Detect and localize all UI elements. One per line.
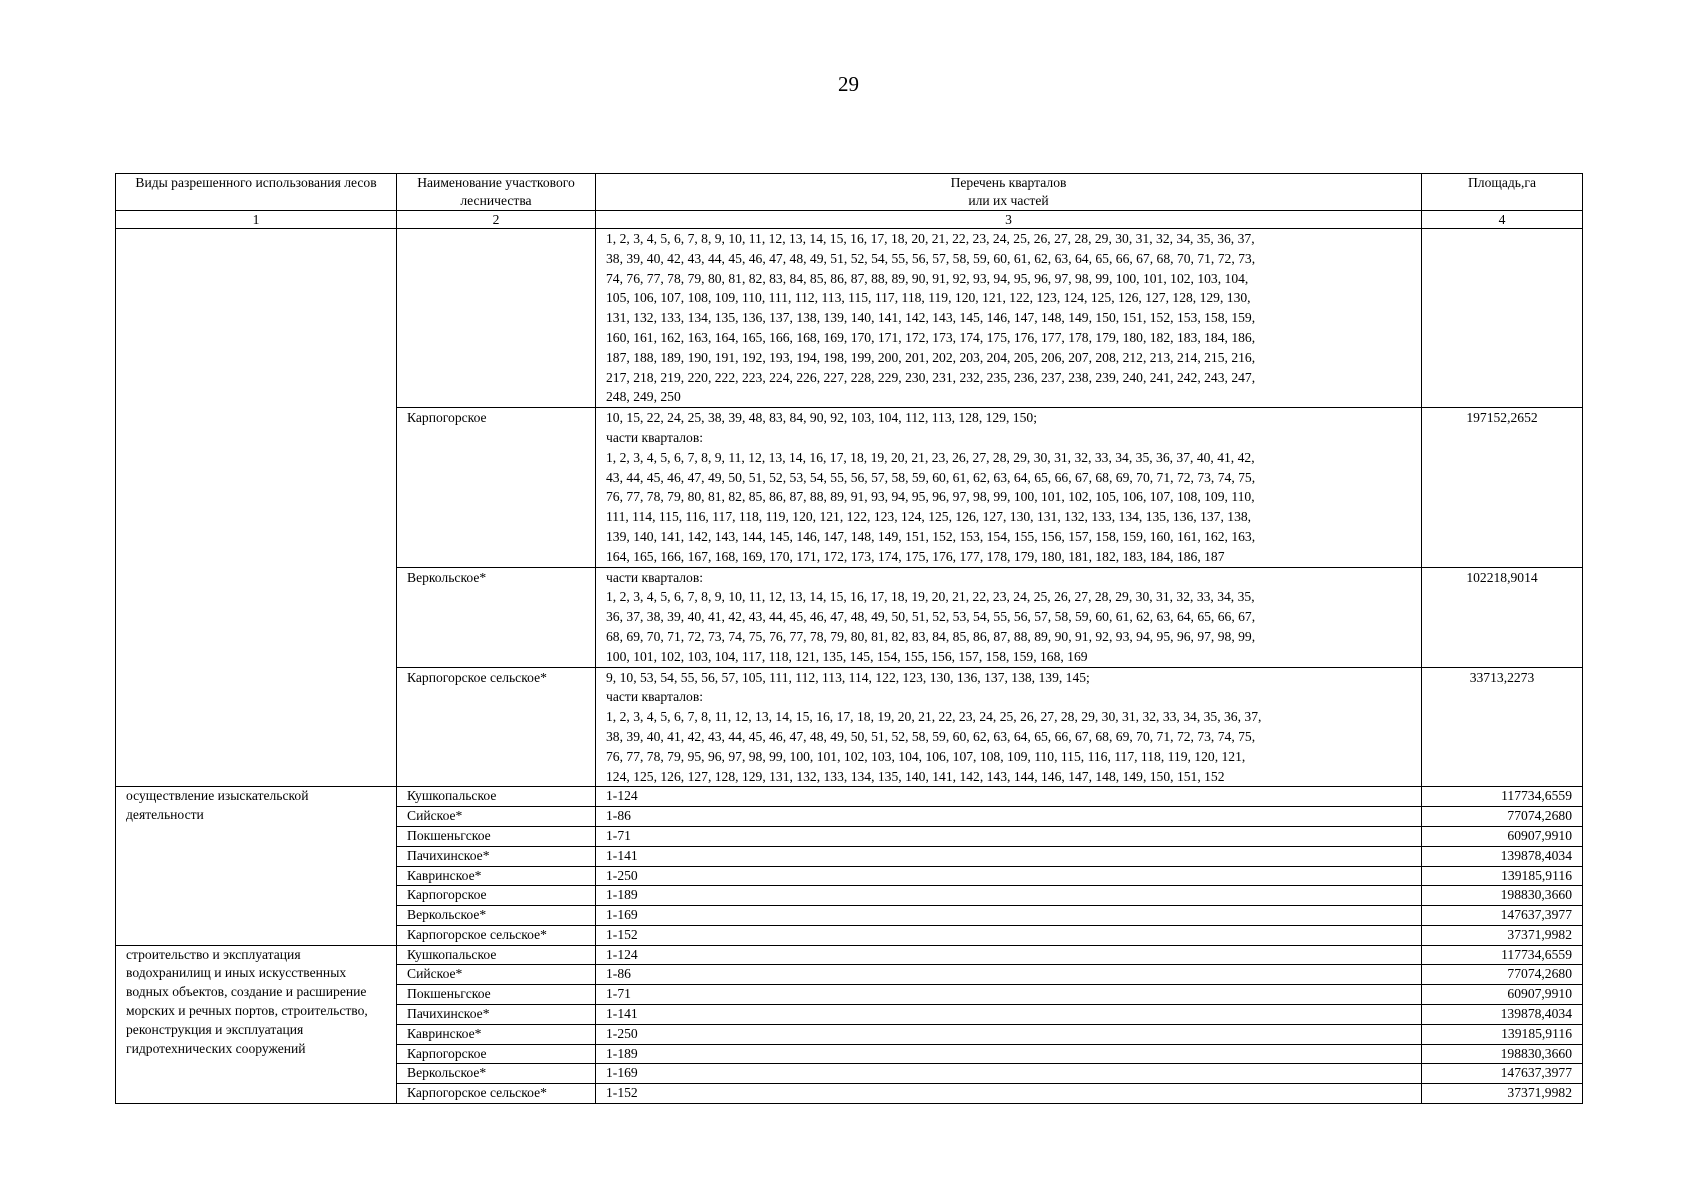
quarters-range: 1-250 — [596, 1024, 1422, 1044]
quarters-list: части кварталов: 1, 2, 3, 4, 5, 6, 7, 8, 9, 10, 11, 12, 13, 14, 15, 16, 17, 18, 19, 20, 21, 22, 23, 24, 25, 26, 27, 28, 29, 30, 31, 32, 33, 34, 35, 36, 37, 38, 39, 40, 41, 42, 43, 44, 45, 46, 47, 48, 49, 50, 51, 52, 53, 54, 55, 56, 57, 58, 59, 60, 61, 62, 63, 64, 65, 66, 67, 68, 69, 70, 71, 72, 73, 74, 75, 76, 77, 78, 79, 80, 81, 82, 83, 84, 85, 86, 87, 88, 89, 90, 91, 92, 93, 94, 95, 96, 97, 98, 99, 100, 101, 102, 103, 104, 117, 118, 121, 135, 145, 154, 155, 156, 157, 158, 159, 168, 169 — [596, 567, 1422, 667]
quarters-range: 1-124 — [596, 787, 1422, 807]
forestry-name: Карпогорское сельское* — [397, 667, 596, 787]
quarters-range: 1-250 — [596, 866, 1422, 886]
area-value: 198830,3660 — [1422, 1044, 1583, 1064]
forestry-name: Веркольское* — [397, 906, 596, 926]
quarters-range: 1-124 — [596, 945, 1422, 965]
header-forestry-name: Наименование участкового лесничества — [397, 174, 596, 211]
area-value: 117734,6559 — [1422, 787, 1583, 807]
area-value: 60907,9910 — [1422, 826, 1583, 846]
use-type-survey: осуществление изыскательской деятельности — [116, 787, 397, 945]
table-header-row — [116, 174, 1583, 211]
quarters-range: 1-71 — [596, 826, 1422, 846]
quarters-range: 1-141 — [596, 846, 1422, 866]
table-row — [116, 229, 1583, 408]
area-value: 147637,3977 — [1422, 906, 1583, 926]
quarters-list: 1, 2, 3, 4, 5, 6, 7, 8, 9, 10, 11, 12, 13, 14, 15, 16, 17, 18, 20, 21, 22, 23, 24, 25, 26, 27, 28, 29, 30, 31, 32, 34, 35, 36, 37, 38, 39, 40, 42, 43, 44, 45, 46, 47, 48, 49, 51, 52, 54, 55, 56, 57, 58, 59, 60, 61, 62, 63, 64, 65, 66, 67, 68, 70, 71, 72, 73, 74, 76, 77, 78, 79, 80, 81, 82, 83, 84, 85, 86, 87, 88, 89, 90, 91, 92, 93, 94, 95, 96, 97, 98, 99, 100, 101, 102, 103, 104, 105, 106, 107, 108, 109, 110, 111, 112, 113, 115, 117, 118, 119, 120, 121, 122, 123, 124, 125, 126, 127, 128, 129, 130, 131, 132, 133, 134, 135, 136, 137, 138, 139, 140, 141, 142, 143, 145, 146, 147, 148, 149, 150, 151, 152, 153, 158, 159, 160, 161, 162, 163, 164, 165, 166, 168, 169, 170, 171, 172, 173, 174, 175, 176, 177, 178, 179, 180, 182, 183, 184, 186, 187, 188, 189, 190, 191, 192, 193, 194, 198, 199, 200, 201, 202, 203, 204, 205, 206, 207, 208, 212, 213, 214, 215, 216, 217, 218, 219, 220, 222, 223, 224, 226, 227, 228, 229, 230, 231, 232, 235, 236, 237, 238, 239, 240, 241, 242, 243, 247, 248, 249, 250 — [596, 229, 1422, 408]
quarters-list: 9, 10, 53, 54, 55, 56, 57, 105, 111, 112, 113, 114, 122, 123, 130, 136, 137, 138, 139, 145; части кварталов: 1, 2, 3, 4, 5, 6, 7, 8, 11, 12, 13, 14, 15, 16, 17, 18, 19, 20, 21, 22, 23, 24, 25, 26, 27, 28, 29, 30, 31, 32, 33, 34, 35, 36, 37, 38, 39, 40, 41, 42, 43, 44, 45, 46, 47, 48, 49, 50, 51, 52, 58, 59, 60, 62, 63, 64, 65, 66, 67, 68, 69, 70, 71, 72, 73, 74, 75, 76, 77, 78, 79, 95, 96, 97, 98, 99, 100, 101, 102, 103, 104, 106, 107, 108, 109, 110, 115, 116, 117, 118, 119, 120, 121, 124, 125, 126, 127, 128, 129, 131, 132, 133, 134, 135, 140, 141, 142, 143, 144, 146, 147, 148, 149, 150, 151, 152 — [596, 667, 1422, 787]
quarters-range: 1-169 — [596, 1064, 1422, 1084]
quarters-range: 1-141 — [596, 1005, 1422, 1025]
area-value: 37371,9982 — [1422, 925, 1583, 945]
area-value: 147637,3977 — [1422, 1064, 1583, 1084]
area-value: 198830,3660 — [1422, 886, 1583, 906]
area-value: 139878,4034 — [1422, 1005, 1583, 1025]
area-value: 117734,6559 — [1422, 945, 1583, 965]
header-quarters-line2: или их частей — [968, 193, 1049, 208]
header-quarters-line1: Перечень кварталов — [950, 175, 1067, 190]
column-number-4: 4 — [1422, 211, 1583, 229]
forestry-name: Сийское* — [397, 807, 596, 827]
use-type-construction: строительство и эксплуатация водохранилищ и иных искусственных водных объектов, создание и расширение морских и речных портов, строительство, реконструкция и эксплуатация гидротехнических сооружений — [116, 945, 397, 1103]
forest-use-table — [115, 173, 1583, 1104]
use-type-cell-continued — [116, 229, 397, 787]
forestry-name: Кавринское* — [397, 866, 596, 886]
quarters-range: 1-71 — [596, 985, 1422, 1005]
header-use-type: Виды разрешенного использования лесов — [116, 174, 397, 211]
forestry-name: Карпогорское — [397, 1044, 596, 1064]
forestry-name: Кушкопальское — [397, 787, 596, 807]
forestry-name — [397, 229, 596, 408]
area-value: 139185,9116 — [1422, 866, 1583, 886]
area-value: 37371,9982 — [1422, 1084, 1583, 1104]
quarters-range: 1-86 — [596, 807, 1422, 827]
area-value: 60907,9910 — [1422, 985, 1583, 1005]
header-quarters — [596, 174, 1422, 211]
forestry-name: Карпогорское сельское* — [397, 1084, 596, 1104]
quarters-range: 1-152 — [596, 925, 1422, 945]
area-value: 33713,2273 — [1422, 667, 1583, 787]
area-value: 139878,4034 — [1422, 846, 1583, 866]
area-value: 139185,9116 — [1422, 1024, 1583, 1044]
quarters-range: 1-152 — [596, 1084, 1422, 1104]
page-number: 29 — [838, 72, 859, 96]
forestry-name: Карпогорское — [397, 408, 596, 567]
quarters-list: 10, 15, 22, 24, 25, 38, 39, 48, 83, 84, 90, 92, 103, 104, 112, 113, 128, 129, 150; части кварталов: 1, 2, 3, 4, 5, 6, 7, 8, 9, 11, 12, 13, 14, 16, 17, 18, 19, 20, 21, 23, 26, 27, 28, 29, 30, 31, 32, 33, 34, 35, 36, 37, 40, 41, 42, 43, 44, 45, 46, 47, 49, 50, 51, 52, 53, 54, 55, 56, 57, 58, 59, 60, 61, 62, 63, 64, 65, 66, 67, 68, 69, 70, 71, 72, 73, 74, 75, 76, 77, 78, 79, 80, 81, 82, 85, 86, 87, 88, 89, 91, 93, 94, 95, 96, 97, 98, 99, 100, 101, 102, 105, 106, 107, 108, 109, 110, 111, 114, 115, 116, 117, 118, 119, 120, 121, 122, 123, 124, 125, 126, 127, 130, 131, 132, 133, 134, 135, 136, 137, 138, 139, 140, 141, 142, 143, 144, 145, 146, 147, 148, 149, 151, 152, 153, 154, 155, 156, 157, 158, 159, 160, 161, 162, 163, 164, 165, 166, 167, 168, 169, 170, 171, 172, 173, 174, 175, 176, 177, 178, 179, 180, 181, 182, 183, 184, 186, 187 — [596, 408, 1422, 567]
table-row — [116, 787, 1583, 807]
column-numbers-row — [116, 211, 1583, 229]
forestry-name: Сийское* — [397, 965, 596, 985]
area-value: 102218,9014 — [1422, 567, 1583, 667]
forestry-name: Кушкопальское — [397, 945, 596, 965]
forestry-name: Кавринское* — [397, 1024, 596, 1044]
quarters-range: 1-169 — [596, 906, 1422, 926]
column-number-1: 1 — [116, 211, 397, 229]
quarters-range: 1-189 — [596, 1044, 1422, 1064]
forestry-name: Веркольское* — [397, 567, 596, 667]
quarters-range: 1-86 — [596, 965, 1422, 985]
header-area: Площадь,га — [1422, 174, 1583, 211]
column-number-2: 2 — [397, 211, 596, 229]
area-value: 77074,2680 — [1422, 807, 1583, 827]
forestry-name: Покшеньгское — [397, 985, 596, 1005]
forestry-name: Карпогорское — [397, 886, 596, 906]
column-number-3: 3 — [596, 211, 1422, 229]
area-value: 77074,2680 — [1422, 965, 1583, 985]
area-value — [1422, 229, 1583, 408]
forestry-name: Веркольское* — [397, 1064, 596, 1084]
forestry-name: Пачихинское* — [397, 1005, 596, 1025]
forestry-name: Карпогорское сельское* — [397, 925, 596, 945]
table-row — [116, 945, 1583, 965]
forestry-name: Пачихинское* — [397, 846, 596, 866]
area-value: 197152,2652 — [1422, 408, 1583, 567]
quarters-range: 1-189 — [596, 886, 1422, 906]
forestry-name: Покшеньгское — [397, 826, 596, 846]
